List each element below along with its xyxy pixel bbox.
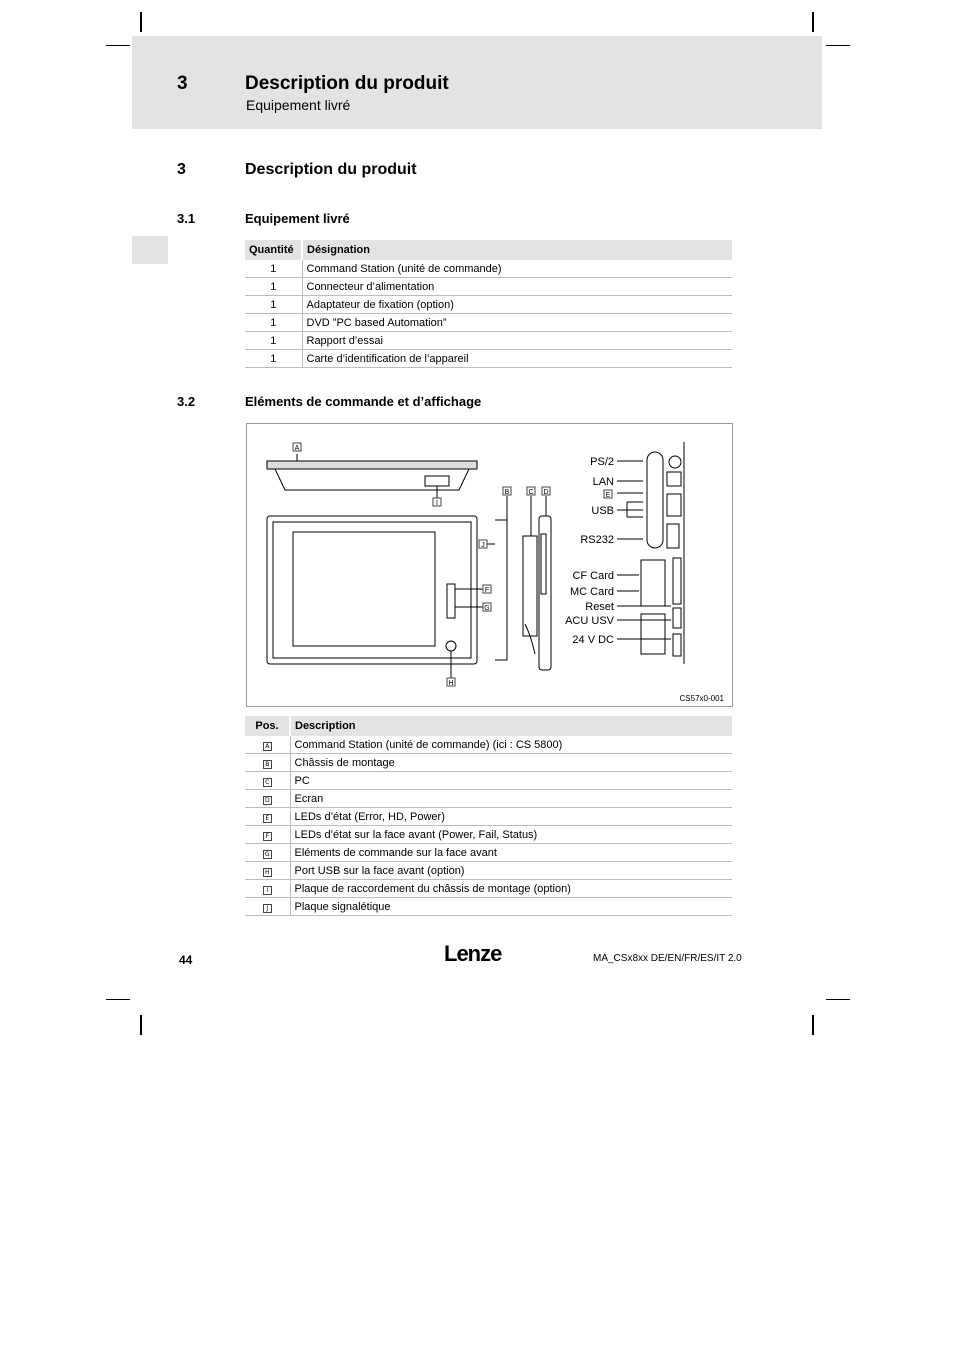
column-header: Description <box>290 716 732 736</box>
description-cell: Eléments de commande sur la face avant <box>290 844 732 862</box>
figure-tag: J <box>481 542 485 549</box>
table-row <box>245 754 732 772</box>
side-tab <box>132 236 168 264</box>
designation-cell: Adaptateur de fixation (option) <box>302 296 732 314</box>
subsection-3-2-number: 3.2 <box>177 394 196 409</box>
figure-reference: CS57x0-001 <box>679 694 724 703</box>
description-cell: Plaque de raccordement du châssis de montage (option) <box>290 880 732 898</box>
figure-tag: A <box>294 445 300 452</box>
table-row <box>245 898 732 916</box>
device-drawing <box>247 424 732 706</box>
table-row <box>245 314 732 332</box>
position-tag: C <box>263 778 272 787</box>
port-label: PS/2 <box>590 456 614 468</box>
position-tag: H <box>263 868 272 877</box>
subsection-3-2-title: Eléments de commande et d’affichage <box>245 394 482 409</box>
quantity-cell: 1 <box>245 332 302 350</box>
crop-mark <box>812 12 814 32</box>
position-tag: B <box>263 760 272 769</box>
header-subtitle: Equipement livré <box>246 97 351 113</box>
figure-tag: E <box>605 492 611 499</box>
header-chapter-number: 3 <box>177 73 188 94</box>
figure-tag: G <box>484 605 490 612</box>
designation-cell: Carte d’identification de l’appareil <box>302 350 732 368</box>
port-label: MC Card <box>569 586 614 598</box>
figure-tag: H <box>448 680 454 687</box>
position-tag: G <box>263 850 272 859</box>
column-header: Désignation <box>302 240 732 260</box>
subsection-3-1-title: Equipement livré <box>245 211 350 226</box>
lenze-logo: Lenze <box>444 941 502 966</box>
quantity-cell: 1 <box>245 296 302 314</box>
device-figure <box>246 423 733 707</box>
table-row <box>245 260 732 278</box>
column-header: Pos. <box>245 716 290 736</box>
quantity-cell: 1 <box>245 260 302 278</box>
table-row <box>245 350 732 368</box>
port-label: RS232 <box>580 534 614 546</box>
table-row <box>245 808 732 826</box>
position-tag: D <box>263 796 272 805</box>
port-label: ACU USV <box>565 615 614 627</box>
crop-mark <box>826 999 850 1000</box>
designation-cell: Command Station (unité de commande) <box>302 260 732 278</box>
figure-tag: D <box>543 489 549 496</box>
designation-cell: Rapport d’essai <box>302 332 732 350</box>
port-label: 24 V DC <box>572 634 614 646</box>
figure-tag: F <box>484 587 490 594</box>
table-row <box>245 332 732 350</box>
table-row <box>245 826 732 844</box>
legend-table <box>245 716 732 916</box>
position-tag: A <box>263 742 272 751</box>
section-title: Description du produit <box>245 161 417 178</box>
table-row <box>245 736 732 754</box>
description-cell: Ecran <box>290 790 732 808</box>
table-row <box>245 790 732 808</box>
document-id: MA_CSx8xx DE/EN/FR/ES/IT 2.0 <box>593 953 742 964</box>
crop-mark <box>826 45 850 46</box>
table-row <box>245 296 732 314</box>
description-cell: Châssis de montage <box>290 754 732 772</box>
figure-tag: C <box>528 489 534 496</box>
crop-mark <box>106 999 130 1000</box>
table-row <box>245 844 732 862</box>
designation-cell: Connecteur d’alimentation <box>302 278 732 296</box>
header-chapter-title: Description du produit <box>245 73 449 94</box>
page-number: 44 <box>179 953 193 967</box>
crop-mark <box>106 45 130 46</box>
crop-mark <box>812 1015 814 1035</box>
position-tag: J <box>263 904 272 913</box>
table-row <box>245 278 732 296</box>
position-tag: I <box>263 886 272 895</box>
column-header: Quantité <box>245 240 302 260</box>
description-cell: Plaque signalétique <box>290 898 732 916</box>
description-cell: Command Station (unité de commande) (ici : CS 5800) <box>290 736 732 754</box>
crop-mark <box>140 12 142 32</box>
designation-cell: DVD ”PC based Automation” <box>302 314 732 332</box>
description-cell: LEDs d’état (Error, HD, Power) <box>290 808 732 826</box>
table-row <box>245 880 732 898</box>
subsection-3-1-number: 3.1 <box>177 211 196 226</box>
section-number: 3 <box>177 161 186 178</box>
description-cell: LEDs d’état sur la face avant (Power, Fail, Status) <box>290 826 732 844</box>
quantity-cell: 1 <box>245 350 302 368</box>
quantity-cell: 1 <box>245 314 302 332</box>
description-cell: PC <box>290 772 732 790</box>
port-label: Reset <box>585 601 614 613</box>
port-label: LAN <box>592 476 614 488</box>
port-label: CF Card <box>572 570 614 582</box>
position-tag: F <box>263 832 272 841</box>
header-band <box>132 36 822 129</box>
table-row <box>245 772 732 790</box>
port-label: USB <box>591 505 614 517</box>
position-tag: E <box>263 814 272 823</box>
description-cell: Port USB sur la face avant (option) <box>290 862 732 880</box>
crop-mark <box>140 1015 142 1035</box>
figure-tag: B <box>504 489 510 496</box>
table-row <box>245 862 732 880</box>
figure-tag: I <box>436 500 438 507</box>
equipment-table <box>245 240 732 368</box>
quantity-cell: 1 <box>245 278 302 296</box>
